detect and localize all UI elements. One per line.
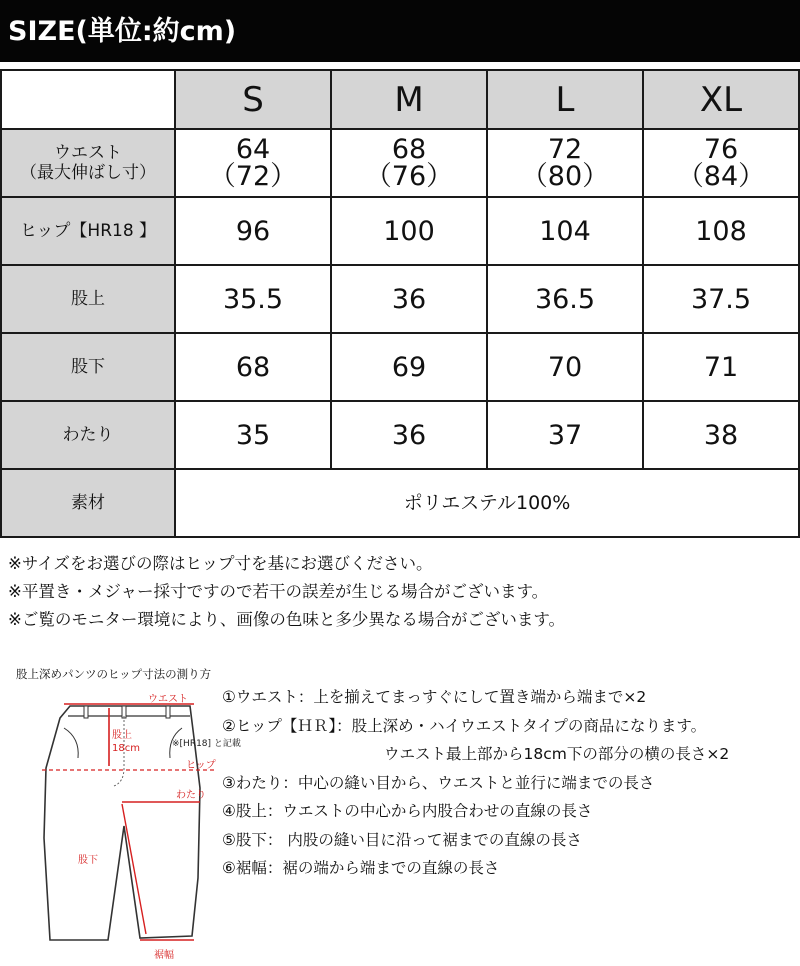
note-line: ※平置き・メジャー採寸ですので若干の誤差が生じる場合がございます。 [8,582,549,601]
table-cell: 35.5 [175,265,331,333]
inseam-label: 股下 [78,855,98,866]
method-hip: ②ヒップ【ＨＲ】：股上深め・ハイウエストタイプの商品になります。 [222,716,707,735]
method-hem: ⑥裾幅：裾の端から端までの直線の長さ [222,859,500,877]
table-row-inseam [1,333,799,401]
pants-diagram [0,678,241,966]
table-cell: 76 （84） [643,129,799,197]
table-cell: 68 （76） [331,129,487,197]
table-cell: 37.5 [643,265,799,333]
table-cell: 104 [487,197,643,265]
waist-label: ウエスト [148,694,188,705]
table-row-hip [1,197,799,265]
material-value: ポリエステル100% [175,469,799,537]
method-waist: ①ウエスト：上を揃えてまっすぐにして置き端から端まで×2 [222,688,647,706]
row-label: ヒップ【HR18 】 [1,197,175,265]
method-inseam: ⑤股下： 内股の縫い目に沿って裾までの直線の長さ [222,830,582,849]
note-line: ※ご覧のモニター環境により、画像の色味と多少異なる場合がございます。 [8,610,566,629]
hem-label: 裾幅 [154,950,174,961]
measurement-methods [222,683,729,883]
table-cell: 70 [487,333,643,401]
page-title: SIZE(単位:約cm) [0,0,800,62]
table-cell: 64 （72） [175,129,331,197]
table-cell: 96 [175,197,331,265]
size-column-header: L [487,70,643,129]
rise-18cm-label: 18cm [112,743,140,754]
notes [8,550,565,634]
note-line: ※サイズをお選びの際はヒップ寸を基にお選びください。 [8,554,433,573]
table-row-thigh [1,401,799,469]
table-cell: 36 [331,265,487,333]
table-row-rise [1,265,799,333]
table-row-waist [1,129,799,197]
size-table [0,69,800,538]
size-column-header: M [331,70,487,129]
belt-loop [84,706,88,718]
size-header-row [1,70,799,129]
table-cell: 108 [643,197,799,265]
row-label-line: ウエスト [54,143,122,163]
table-cell: 68 [175,333,331,401]
row-label: 股下 [1,333,175,401]
table-cell: 72 （80） [487,129,643,197]
corner-cell [1,70,175,129]
row-label [1,129,175,197]
belt-loop [166,706,170,718]
method-hip-detail: ウエスト最上部から18cm下の部分の横の長さ×2 [384,745,730,763]
table-cell: 71 [643,333,799,401]
size-column-header: S [175,70,331,129]
table-cell: 36 [331,401,487,469]
row-label: 股上 [1,265,175,333]
rise-label: 股上 [112,730,132,741]
row-label-line: （最大伸ばし寸） [20,163,156,183]
hr-note: ※[HR18] と記載 [172,739,241,749]
table-cell: 35 [175,401,331,469]
method-rise: ④股上：ウエストの中心から内股合わせの直線の長さ [222,802,593,820]
table-cell: 38 [643,401,799,469]
howto-title: 股上深めパンツのヒップ寸法の測り方 [16,667,212,681]
table-cell: 36.5 [487,265,643,333]
thigh-label: わたり [176,790,206,801]
method-thigh: ③わたり：中心の縫い目から、ウエストと並行に端までの長さ [222,773,655,792]
table-cell: 100 [331,197,487,265]
size-column-header: XL [643,70,799,129]
table-cell: 37 [487,401,643,469]
hip-label: ヒップ [186,760,216,771]
row-label: 素材 [1,469,175,537]
table-row-material [1,469,799,537]
table-cell: 69 [331,333,487,401]
row-label: わたり [1,401,175,469]
